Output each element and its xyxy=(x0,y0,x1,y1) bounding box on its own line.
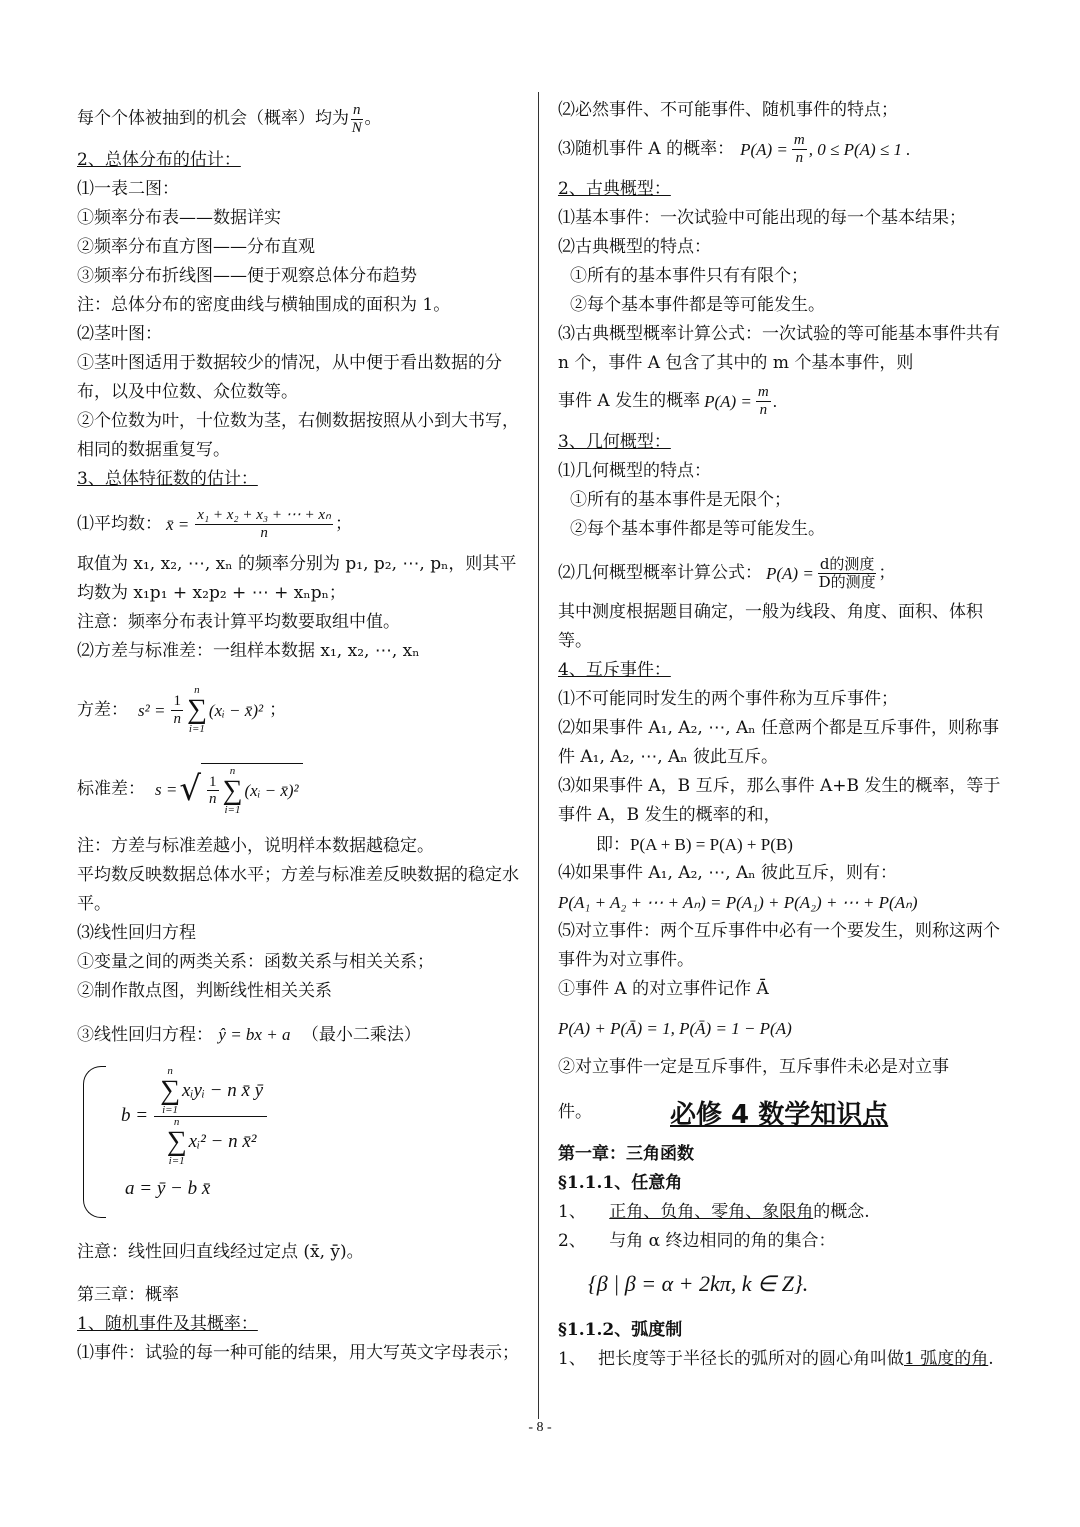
text-line: ⑶线性回归方程 xyxy=(77,923,196,943)
text: （最小二乘法） xyxy=(301,1025,421,1045)
a-formula: a = ȳ − b x̄ xyxy=(125,1178,211,1199)
sum-upper: n xyxy=(173,1115,180,1128)
text: ； xyxy=(878,562,896,583)
text-paragraph: ⑶如果事件 A，B 互斥，那么事件 A+B 发生的概率，等于事件 A，B 发生的概率的和， xyxy=(558,776,1001,825)
complement-formula: P(A) + P(Ā) = 1, P(Ā) = 1 − P(A) xyxy=(558,1019,792,1038)
denominator: n xyxy=(759,401,768,418)
math: (xᵢ − x̄)² xyxy=(208,700,264,720)
text-line: 注意：频率分布表计算平均数要取组中值。 xyxy=(77,612,400,632)
text-paragraph: 平均数反映数据总体水平；方差与标准差反映数据的稳定水平。 xyxy=(77,865,519,914)
sum-lower: i=1 xyxy=(188,723,205,735)
std-dev-formula xyxy=(77,758,525,820)
page-number: - 8 - xyxy=(528,1420,552,1435)
classical-probability-line xyxy=(558,378,1006,424)
numerator xyxy=(154,1066,267,1117)
text: 每个个体被抽到的机会（概率）均为 xyxy=(77,108,349,129)
denominator: N xyxy=(351,119,362,136)
heading-random-events: 1、随机事件及其概率： xyxy=(77,1314,258,1334)
fraction xyxy=(792,132,807,166)
left-column xyxy=(77,96,525,1368)
sigma-symbol: n ∑ i=1 xyxy=(222,764,243,816)
sum-rule: 即：P(A + B) = P(A) + P(B) xyxy=(596,835,793,854)
text-line: ⑴几何概型的特点： xyxy=(558,461,711,481)
fraction xyxy=(351,102,363,136)
text-line: ①所有的基本事件是无限个； xyxy=(570,490,791,510)
sum-rule-general: P(A₁ + A₂ + ⋯ + Aₙ) = P(A₁) + P(A₂) + ⋯ + P(Aₙ) xyxy=(558,893,918,912)
denominator: D的测度 xyxy=(818,572,876,591)
text-line: ⑵必然事件、不可能事件、随机事件的特点； xyxy=(558,100,898,120)
text-paragraph: ①茎叶图适用于数据较少的情况，从中便于看出数据的分布，以及中位数、众位数等。 xyxy=(77,353,502,402)
label: 事件 A 发生的概率 xyxy=(558,390,701,411)
text-line: 注意：线性回归直线经过定点 (x̄, ȳ)。 xyxy=(77,1242,364,1262)
fraction xyxy=(756,384,771,418)
numerator: d的测度 xyxy=(819,555,875,573)
sigma-symbol: n ∑ i=1 xyxy=(166,1115,187,1167)
least-squares-system xyxy=(83,1066,525,1216)
text-line: ⑵方差与标准差：一组样本数据 x₁, x₂, ⋯, xₙ xyxy=(77,641,420,661)
b-formula xyxy=(121,1066,525,1166)
math: xᵢyᵢ − n x̄ ȳ xyxy=(182,1079,264,1101)
math: P(A) = xyxy=(740,139,788,159)
label: 标准差： xyxy=(77,778,145,799)
text: 件。 xyxy=(558,1101,592,1122)
sum-lower: i=1 xyxy=(168,1154,185,1167)
text-line: ⑷如果事件 A₁, A₂, ⋯, Aₙ 彼此互斥，则有： xyxy=(558,863,898,883)
text: 的概念. xyxy=(813,1202,870,1222)
numerator: x₁ + x₂ + x₃ + ⋯ + xₙ xyxy=(197,507,332,523)
text-paragraph: 取值为 x₁, x₂, ⋯, xₙ 的频率分别为 p₁, p₂, ⋯, pₙ，则其平均数为 x₁p₁ + x₂p₂ + ⋯ + xₙpₙ； xyxy=(77,554,517,603)
item-number: 1、 xyxy=(558,1349,586,1369)
denominator xyxy=(161,1117,261,1167)
math: P(A) = xyxy=(704,391,752,411)
text-line: 注：总体分布的密度曲线与横轴围成的面积为 1。 xyxy=(77,295,451,315)
radicand xyxy=(201,763,303,816)
numerator: m xyxy=(757,384,769,400)
regression-line xyxy=(77,1020,525,1050)
underlined-text: 正角、负角、零角、象限角 xyxy=(609,1202,814,1222)
text-paragraph: ⑴事件：试验的每一种可能的结果，用大写英文字母表示； xyxy=(77,1343,519,1363)
denominator: n xyxy=(260,524,268,541)
sum-upper: n xyxy=(167,1064,173,1077)
math: . xyxy=(772,391,777,411)
event-probability-line xyxy=(558,127,1006,171)
text: 与角 α 终边相同的角的集合： xyxy=(609,1231,836,1251)
text-line: ⑴不可能同时发生的两个事件称为互斥事件； xyxy=(558,689,898,709)
text: ； xyxy=(335,513,353,534)
fraction xyxy=(195,507,333,541)
label: ⑴平均数： xyxy=(77,513,162,534)
label: 方差： xyxy=(77,699,128,720)
text-line: ①所有的基本事件只有有限个； xyxy=(570,266,808,286)
chapter-title: 第一章：三角函数 xyxy=(558,1144,694,1164)
denominator: n xyxy=(795,149,804,166)
subsection-title: §1.1.2、弧度制 xyxy=(558,1320,683,1340)
text-line: ⑴基本事件：一次试验中可能出现的每一个基本结果； xyxy=(558,208,966,228)
math: (xᵢ − x̄)² xyxy=(244,781,299,800)
chapter-title: 第三章：概率 xyxy=(77,1285,179,1305)
text-paragraph: ⑵如果事件 A₁, A₂, ⋯, Aₙ 任意两个都是互斥事件，则称事件 A₁, A₂, ⋯, Aₙ 彼此互斥。 xyxy=(558,718,1000,767)
text-line: ⑵茎叶图： xyxy=(77,324,162,344)
math: s = xyxy=(155,779,178,799)
text-line: ②每个基本事件都是等可能发生。 xyxy=(570,295,825,315)
list-item xyxy=(558,1227,1006,1256)
numerator: 1 xyxy=(173,693,181,709)
item-number: 2、 xyxy=(558,1231,586,1251)
right-column xyxy=(558,96,1006,1374)
text-line: ①事件 A 的对立事件记作 Ā xyxy=(558,979,769,999)
geometric-probability-line xyxy=(558,548,1006,598)
fraction xyxy=(207,774,219,808)
text: 。 xyxy=(364,108,382,129)
heading-characteristics: 3、总体特征数的估计： xyxy=(77,469,258,489)
variance-formula xyxy=(77,682,525,738)
numerator: m xyxy=(793,132,805,148)
fraction xyxy=(154,1066,267,1167)
sigma-symbol: n ∑ i=1 xyxy=(160,1064,181,1116)
text-line: ①频率分布表——数据详实 xyxy=(77,208,281,228)
math: , 0 ≤ P(A) ≤ 1 . xyxy=(808,139,911,159)
sigma-symbol: n ∑ i=1 xyxy=(186,684,207,735)
section-title-row xyxy=(558,1090,1006,1134)
label: ⑶随机事件 A 的概率： xyxy=(558,138,735,159)
math: xᵢ² − n x̄² xyxy=(188,1130,257,1152)
subsection-title: §1.1.1、任意角 xyxy=(558,1173,683,1193)
math: P(A) = xyxy=(766,563,814,583)
item-body xyxy=(598,1345,994,1374)
heading-geometric: 3、几何概型： xyxy=(558,432,671,452)
text-line: ②对立事件一定是互斥事件，互斥事件未必是对立事 xyxy=(558,1057,949,1077)
heading-mutually-exclusive: 4、互斥事件： xyxy=(558,660,671,680)
text-line: ②频率分布直方图——分布直观 xyxy=(77,237,315,257)
denominator: n xyxy=(209,791,217,807)
math: b = xyxy=(121,1105,149,1126)
text-paragraph: ②个位数为叶，十位数为茎，右侧数据按照从小到大书写，相同的数据重复写。 xyxy=(77,411,519,460)
text-line: ③频率分布折线图——便于观察总体分布趋势 xyxy=(77,266,417,286)
list-item xyxy=(558,1198,1006,1227)
text-paragraph: 其中测度根据题目确定，一般为线段、角度、面积、体积等。 xyxy=(558,602,983,651)
text-line: ①变量之间的两类关系：函数关系与相关关系； xyxy=(77,952,434,972)
text: ； xyxy=(269,699,287,720)
math: x̄ = xyxy=(166,514,190,534)
left-brace xyxy=(83,1066,106,1218)
denominator: n xyxy=(173,710,181,727)
radical-sign: √ xyxy=(179,769,202,809)
list-item xyxy=(558,1345,1006,1374)
text-line: ②制作散点图，判断线性相关关系 xyxy=(77,981,332,1001)
text-line: 注：方差与标准差越小，说明样本数据越稳定。 xyxy=(77,836,434,856)
math: s² = xyxy=(138,700,166,720)
text-line: ⑵古典概型的特点： xyxy=(558,237,711,257)
underlined-text: 1 弧度的角 xyxy=(904,1349,989,1369)
numerator: 1 xyxy=(209,773,217,790)
sum-lower: i=1 xyxy=(224,803,241,816)
sum-upper: n xyxy=(194,684,200,696)
sampling-probability-line xyxy=(77,102,525,136)
mean-formula xyxy=(77,502,525,546)
text-line: ②每个基本事件都是等可能发生。 xyxy=(570,519,825,539)
item-number: 1、 xyxy=(558,1202,586,1222)
text: . xyxy=(988,1349,994,1369)
label: ⑵几何概型概率计算公式： xyxy=(558,562,762,583)
text-paragraph: ⑶古典概型概率计算公式：一次试验的等可能基本事件共有 n 个，事件 A 包含了其中的 m 个基本事件，则 xyxy=(558,324,1000,373)
section-title: 必修 4 数学知识点 xyxy=(670,1099,889,1130)
label: ③线性回归方程： xyxy=(77,1025,213,1045)
math: ŷ = bx + a xyxy=(218,1025,291,1044)
coterminal-set: {β | β = α + 2kπ, k ∈ Z}. xyxy=(588,1271,809,1296)
numerator: n xyxy=(353,102,361,118)
fraction xyxy=(818,556,877,590)
text-line: ⑴一表二图： xyxy=(77,179,179,199)
sum-upper: n xyxy=(229,764,236,777)
sum-lower: i=1 xyxy=(162,1103,179,1116)
fraction xyxy=(171,693,183,727)
text: 把长度等于半径长的弧所对的圆心角叫做 xyxy=(598,1349,904,1369)
heading-classical: 2、古典概型： xyxy=(558,179,671,199)
column-divider xyxy=(538,92,539,1419)
heading-distribution: 2、总体分布的估计： xyxy=(77,150,241,170)
text-paragraph: ⑸对立事件：两个互斥事件中必有一个要发生，则称这两个事件为对立事件。 xyxy=(558,921,1000,970)
